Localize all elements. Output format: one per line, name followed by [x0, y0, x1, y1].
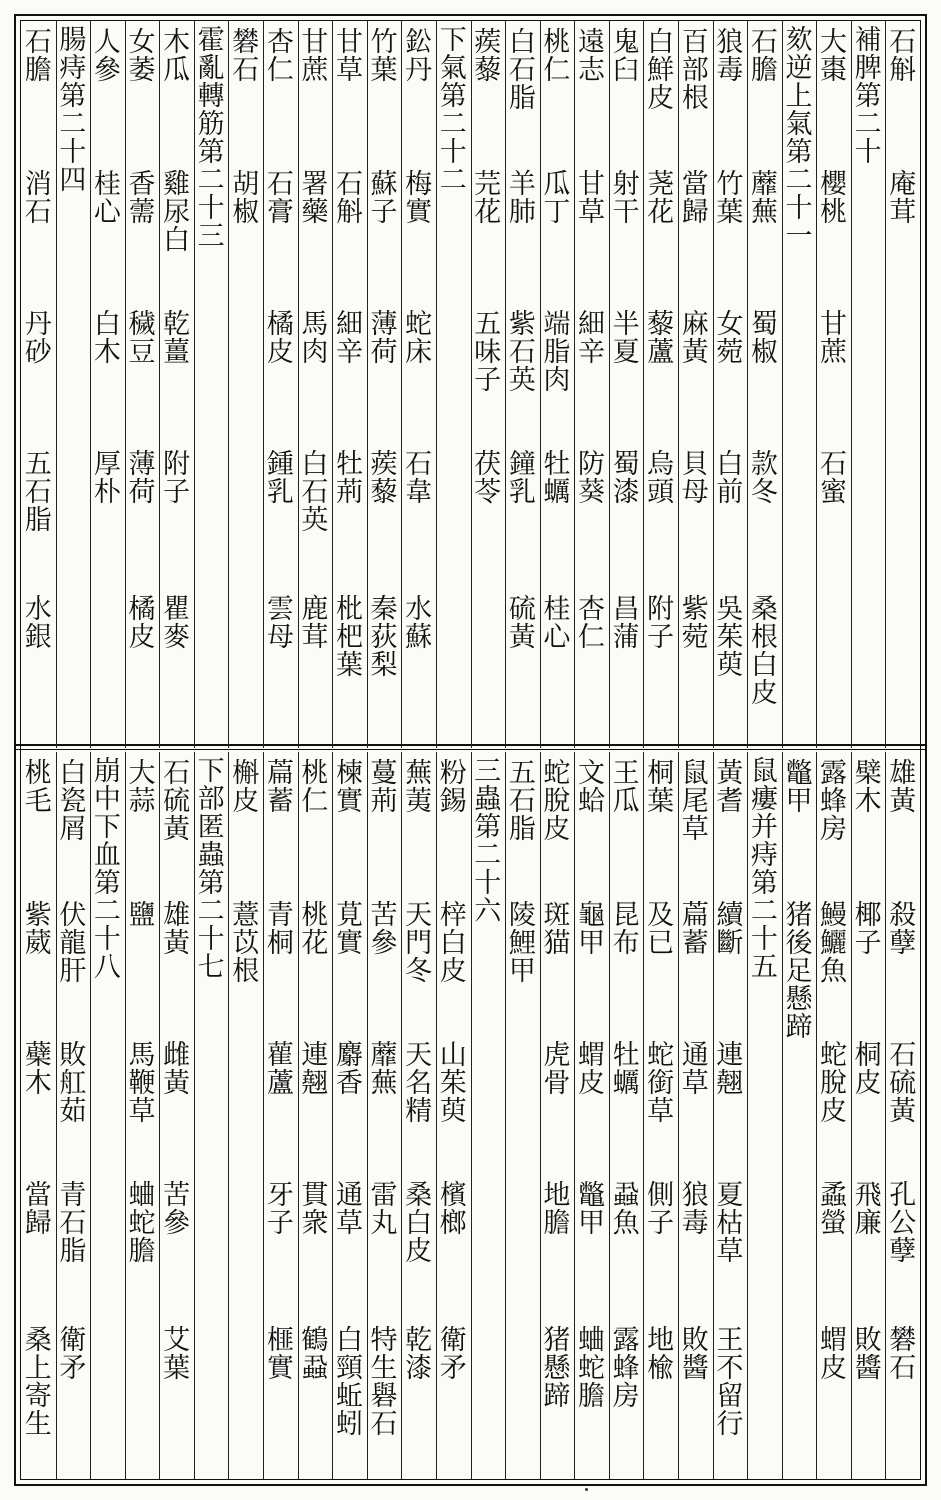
drug-entry: 射 干 [612, 169, 640, 228]
bottom-column [298, 752, 333, 1479]
drug-entry: 紫 葳 [24, 900, 52, 959]
drug-entry: 櫻 桃 [820, 169, 848, 228]
drug-entry: 遠 志 [578, 27, 605, 86]
drug-entry: 夏 枯 草 [716, 1180, 744, 1267]
drug-entry: 水 蘇 [405, 594, 433, 653]
drug-entry: 虎 骨 [543, 1040, 571, 1099]
drug-entry: 山 茱 萸 [439, 1040, 467, 1127]
drug-entry: 荛 花 [647, 169, 675, 228]
drug-entry: 木 瓜 [163, 27, 191, 86]
drug-entry: 石 硫 黃 [889, 1040, 917, 1127]
bottom-column [816, 752, 851, 1479]
drug-entry: 桑 根 白 皮 [750, 594, 778, 709]
drug-entry: 鈆 丹 [405, 27, 433, 86]
drug-entry: 薏 苡 根 [232, 900, 260, 987]
drug-entry: 附 子 [647, 594, 675, 653]
drug-entry: 鰻 鱺 魚 [820, 900, 848, 987]
section-heading: 鼠 瘻 并 痔 第 二 十 五 [750, 756, 778, 983]
top-column [436, 21, 471, 748]
drug-entry: 狼 毒 [716, 27, 744, 86]
drug-entry: 青 石 脂 [59, 1180, 87, 1267]
bottom-column [471, 752, 506, 1479]
drug-entry: 桑 白 皮 [405, 1180, 433, 1267]
drug-entry: 女 菀 [716, 309, 744, 368]
bottom-column [747, 752, 782, 1479]
section-heading: 腸 痔 第 二 十 四 [59, 25, 87, 196]
top-column [471, 21, 506, 748]
drug-entry: 雚 蘆 [266, 1040, 294, 1099]
drug-entry: 麻 黃 [681, 309, 709, 368]
drug-entry: 桐 葉 [647, 758, 675, 817]
drug-entry: 橘 皮 [128, 594, 156, 653]
drug-entry: 大 蒜 [128, 758, 156, 817]
drug-entry: 瞿 麥 [163, 594, 191, 653]
column-rule [228, 21, 229, 748]
top-column [505, 21, 540, 748]
drug-entry: 竹 葉 [716, 169, 744, 228]
drug-entry: 特 生 礜 石 [370, 1325, 398, 1440]
top-column [159, 21, 194, 748]
drug-entry: 蒺 藜 [370, 449, 398, 508]
drug-entry: 蛐 蛇 膽 [578, 1325, 605, 1412]
drug-entry: 牙 子 [266, 1180, 294, 1239]
drug-entry: 梓 白 皮 [439, 900, 467, 987]
drug-entry: 蝟 皮 [578, 1040, 605, 1099]
top-column [367, 21, 402, 748]
drug-entry: 女 萎 [128, 27, 156, 86]
drug-entry: 端 脂 肉 [543, 309, 571, 396]
drug-entry: 文 蛤 [578, 758, 605, 817]
bottom-column [401, 752, 436, 1479]
drug-entry: 萹 蓄 [681, 900, 709, 959]
column-rule [505, 752, 506, 1479]
drug-entry: 石 韋 [405, 449, 433, 508]
top-column [298, 21, 333, 748]
top-column [782, 21, 817, 748]
drug-entry: 鹿 茸 [301, 594, 329, 653]
drug-entry: 當 歸 [24, 1180, 52, 1239]
drug-entry: 牡 蠣 [543, 449, 571, 508]
bottom-column [332, 752, 367, 1479]
column-rule [228, 752, 229, 1479]
page-mark [585, 1488, 588, 1491]
bottom-column [643, 752, 678, 1479]
drug-entry: 桐 皮 [854, 1040, 882, 1099]
drug-entry: 百 部 根 [681, 27, 709, 114]
drug-entry: 地 膽 [543, 1180, 571, 1239]
drug-entry: 猪 後 足 懸 蹄 [785, 900, 813, 1043]
column-rule [782, 752, 783, 1479]
drug-entry: 桂 心 [93, 169, 121, 228]
drug-entry: 桃 毛 [24, 758, 52, 817]
drug-entry: 露 蜂 房 [820, 758, 848, 845]
drug-entry: 杏 仁 [578, 594, 605, 653]
drug-entry: 羊 肺 [508, 169, 536, 228]
section-heading: 欬 逆 上 氣 第 二 十 一 [785, 25, 813, 252]
drug-entry: 蜀 椒 [750, 309, 778, 368]
top-column [574, 21, 609, 748]
drug-entry: 白 瓷 屑 [59, 758, 87, 845]
top-column [678, 21, 713, 748]
drug-entry: 礬 石 [232, 27, 260, 86]
drug-entry: 胡 椒 [232, 169, 260, 228]
drug-entry: 細 辛 [578, 309, 605, 368]
drug-entry: 及 已 [647, 900, 675, 959]
drug-entry: 雲 母 [266, 594, 294, 653]
drug-entry: 紫 石 英 [508, 309, 536, 396]
drug-entry: 狼 毒 [681, 1180, 709, 1239]
bottom-column [678, 752, 713, 1479]
bottom-column [159, 752, 194, 1479]
drug-entry: 苦 參 [163, 1180, 191, 1239]
drug-entry: 礬 石 [889, 1325, 917, 1384]
drug-entry: 防 葵 [578, 449, 605, 508]
drug-entry: 蜀 漆 [612, 449, 640, 508]
drug-entry: 蝟 皮 [820, 1325, 848, 1384]
bottom-column [436, 752, 471, 1479]
bottom-column [540, 752, 575, 1479]
section-heading: 崩 中 下 血 第 二 十 八 [93, 756, 121, 983]
drug-entry: 敗 舡 茹 [59, 1040, 87, 1127]
drug-entry: 蛇 床 [405, 309, 433, 368]
bottom-column [885, 752, 920, 1479]
drug-entry: 白 木 [93, 309, 121, 368]
drug-entry: 甘 草 [335, 27, 363, 86]
drug-entry: 鬼 臼 [612, 27, 640, 86]
drug-entry: 馬 鞭 草 [128, 1040, 156, 1127]
drug-entry: 艾 葉 [163, 1325, 191, 1384]
drug-entry: 昌 蒲 [612, 594, 640, 653]
drug-entry: 石 膽 [750, 27, 778, 86]
drug-entry: 烏 頭 [647, 449, 675, 508]
section-heading: 下 部 匿 蟲 第 二 十 七 [197, 756, 225, 983]
drug-entry: 五 石 脂 [24, 449, 52, 536]
drug-entry: 鹽 [128, 900, 156, 931]
drug-entry: 陵 鯉 甲 [508, 900, 536, 987]
drug-entry: 萹 蓄 [266, 758, 294, 817]
drug-entry: 蕪 荑 [405, 758, 433, 817]
drug-entry: 露 蜂 房 [612, 1325, 640, 1412]
drug-entry: 雞 尿 白 [163, 169, 191, 256]
drug-entry: 厚 朴 [93, 449, 121, 508]
drug-entry: 白 前 [716, 449, 744, 508]
drug-entry: 薄 荷 [370, 309, 398, 368]
drug-entry: 地 楡 [647, 1325, 675, 1384]
top-column [643, 21, 678, 748]
drug-entry: 蝨 魚 [612, 1180, 640, 1239]
top-column [851, 21, 886, 748]
drug-entry: 水 銀 [24, 594, 52, 653]
drug-entry: 貝 母 [681, 449, 709, 508]
drug-entry: 五 味 子 [474, 309, 502, 396]
drug-entry: 茯 苓 [474, 449, 502, 508]
drug-entry: 蔓 荊 [370, 758, 398, 817]
drug-entry: 飛 廉 [854, 1180, 882, 1239]
drug-entry: 衛 矛 [59, 1325, 87, 1384]
drug-entry: 石 斛 [889, 27, 917, 86]
bottom-column [574, 752, 609, 1479]
top-column [56, 21, 91, 748]
top-column [816, 21, 851, 748]
bottom-column [851, 752, 886, 1479]
drug-entry: 雌 黃 [163, 1040, 191, 1099]
drug-entry: 蘇 子 [370, 169, 398, 228]
drug-entry: 衛 矛 [439, 1325, 467, 1384]
column-rule [816, 21, 817, 748]
drug-entry: 粉 錫 [439, 758, 467, 817]
drug-entry: 蛇 脫 皮 [543, 758, 571, 845]
column-rule [90, 21, 91, 748]
drug-entry: 紫 菀 [681, 594, 709, 653]
drug-entry: 檗 木 [854, 758, 882, 817]
drug-entry: 雄 黃 [889, 758, 917, 817]
section-heading: 下 氣 第 二 十 二 [439, 25, 467, 196]
bottom-column [125, 752, 160, 1479]
section-heading: 霍 亂 轉 筋 第 二 十 三 [197, 25, 225, 252]
drug-entry: 大 棗 [820, 27, 848, 86]
drug-entry: 桃 仁 [543, 27, 571, 86]
top-column [713, 21, 748, 748]
top-column [401, 21, 436, 748]
drug-entry: 側 子 [647, 1180, 675, 1239]
drug-entry: 白 鮮 皮 [647, 27, 675, 114]
top-column [228, 21, 263, 748]
drug-entry: 半 夏 [612, 309, 640, 368]
center-divider-thin [14, 749, 927, 750]
drug-entry: 桃 仁 [301, 758, 329, 817]
drug-entry: 殺 孽 [889, 900, 917, 959]
drug-entry: 麝 香 [335, 1040, 363, 1099]
drug-entry: 當 歸 [681, 169, 709, 228]
drug-entry: 檳 榔 [439, 1180, 467, 1239]
drug-entry: 伏 龍 肝 [59, 900, 87, 987]
drug-entry: 白 石 脂 [508, 27, 536, 114]
drug-entry: 芫 花 [474, 169, 502, 228]
drug-entry: 吳 茱 萸 [716, 594, 744, 681]
drug-entry: 通 草 [681, 1040, 709, 1099]
drug-entry: 桂 心 [543, 594, 571, 653]
drug-entry: 款 冬 [750, 449, 778, 508]
drug-entry: 桑 上 寄 生 [24, 1325, 52, 1440]
drug-entry: 牡 荊 [335, 449, 363, 508]
drug-entry: 署 藥 [301, 169, 329, 228]
drug-entry: 穢 豆 [128, 309, 156, 368]
top-column [540, 21, 575, 748]
section-heading: 補 脾 第 二 十 [854, 25, 882, 168]
top-column [21, 21, 56, 748]
drug-entry: 天 門 冬 [405, 900, 433, 987]
drug-entry: 白 石 英 [301, 449, 329, 536]
drug-entry: 連 翹 [301, 1040, 329, 1099]
drug-entry: 椰 子 [854, 900, 882, 959]
drug-entry: 石 硫 黃 [163, 758, 191, 845]
top-column [885, 21, 920, 748]
drug-entry: 香 薷 [128, 169, 156, 228]
drug-entry: 敗 醬 [854, 1325, 882, 1384]
drug-entry: 敗 醬 [681, 1325, 709, 1384]
drug-entry: 蘼 蕪 [750, 169, 778, 228]
drug-entry: 竹 葉 [370, 27, 398, 86]
bottom-column [609, 752, 644, 1479]
drug-entry: 雄 黃 [163, 900, 191, 959]
drug-entry: 石 蜜 [820, 449, 848, 508]
drug-entry: 苦 參 [370, 900, 398, 959]
drug-entry: 薄 荷 [128, 449, 156, 508]
drug-entry: 天 名 精 [405, 1040, 433, 1127]
drug-entry: 蟊 螢 [820, 1180, 848, 1239]
drug-entry: 石 膏 [266, 169, 294, 228]
drug-entry: 甘 蔗 [301, 27, 329, 86]
drug-entry: 猪 懸 蹄 [543, 1325, 571, 1412]
drug-entry: 鐘 乳 [508, 449, 536, 508]
bottom-column [194, 752, 229, 1479]
drug-entry: 昆 布 [612, 900, 640, 959]
bottom-column [263, 752, 298, 1479]
drug-entry: 細 辛 [335, 309, 363, 368]
drug-entry: 甘 草 [578, 169, 605, 228]
top-column [609, 21, 644, 748]
drug-entry: 孔 公 孽 [889, 1180, 917, 1267]
drug-entry: 甘 蔗 [820, 309, 848, 368]
bottom-column [782, 752, 817, 1479]
drug-entry: 貫 衆 [301, 1180, 329, 1239]
bottom-column [56, 752, 91, 1479]
drug-entry: 鼈 甲 [785, 758, 813, 817]
drug-entry: 雷 丸 [370, 1180, 398, 1239]
drug-entry: 石 斛 [335, 169, 363, 228]
drug-entry: 石 膽 [24, 27, 52, 86]
drug-entry: 通 草 [335, 1180, 363, 1239]
bottom-column [367, 752, 402, 1479]
drug-entry: 蛇 銜 草 [647, 1040, 675, 1127]
drug-entry: 王 瓜 [612, 758, 640, 817]
drug-entry: 附 子 [163, 449, 191, 508]
top-column [125, 21, 160, 748]
drug-entry: 續 斷 [716, 900, 744, 959]
drug-entry: 鍾 乳 [266, 449, 294, 508]
drug-entry: 榧 實 [266, 1325, 294, 1384]
drug-entry: 桃 花 [301, 900, 329, 959]
drug-entry: 黃 耆 [716, 758, 744, 817]
bottom-column [90, 752, 125, 1479]
drug-entry: 乾 漆 [405, 1325, 433, 1384]
section-heading: 三 蟲 第 二 十 六 [474, 756, 502, 927]
drug-entry: 五 石 脂 [508, 758, 536, 845]
drug-entry: 瓜 丁 [543, 169, 571, 228]
drug-entry: 連 翹 [716, 1040, 744, 1099]
drug-entry: 斑 猫 [543, 900, 571, 959]
drug-entry: 藜 蘆 [647, 309, 675, 368]
drug-entry: 鼈 甲 [578, 1180, 605, 1239]
drug-entry: 橘 皮 [266, 309, 294, 368]
drug-entry: 王 不 留 行 [716, 1325, 744, 1440]
bottom-column [505, 752, 540, 1479]
bottom-column [228, 752, 263, 1479]
drug-entry: 枇 杷 葉 [335, 594, 363, 681]
bottom-column [713, 752, 748, 1479]
drug-entry: 馬 肉 [301, 309, 329, 368]
drug-entry: 蛐 蛇 膽 [128, 1180, 156, 1267]
top-column [747, 21, 782, 748]
drug-entry: 蛇 脫 皮 [820, 1040, 848, 1127]
drug-entry: 蘼 蕪 [370, 1040, 398, 1099]
drug-entry: 鶴 蝨 [301, 1325, 329, 1384]
top-register [21, 21, 920, 748]
drug-entry: 人 參 [93, 27, 121, 86]
top-column [90, 21, 125, 748]
drug-entry: 槲 皮 [232, 758, 260, 817]
bottom-column [21, 752, 56, 1479]
drug-entry: 消 石 [24, 169, 52, 228]
column-rule [885, 21, 886, 748]
drug-entry: 楝 實 [335, 758, 363, 817]
bottom-register [21, 752, 920, 1479]
drug-entry: 青 桐 [266, 900, 294, 959]
drug-entry: 硫 黃 [508, 594, 536, 653]
top-column [263, 21, 298, 748]
drug-entry: 乾 薑 [163, 309, 191, 368]
drug-entry: 杏 仁 [266, 27, 294, 86]
drug-entry: 丹 砂 [24, 309, 52, 368]
drug-entry: 秦 荻 梨 [370, 594, 398, 681]
drug-entry: 白 頸 蚯 蚓 [335, 1325, 363, 1440]
drug-entry: 鼠 尾 草 [681, 758, 709, 845]
top-column [194, 21, 229, 748]
drug-entry: 牡 蠣 [612, 1040, 640, 1099]
drug-entry: 蘗 木 [24, 1040, 52, 1099]
drug-entry: 龜 甲 [578, 900, 605, 959]
drug-entry: 蒺 藜 [474, 27, 502, 86]
top-column [332, 21, 367, 748]
drug-entry: 莧 實 [335, 900, 363, 959]
drug-entry: 梅 實 [405, 169, 433, 228]
drug-entry: 庵 茸 [889, 169, 917, 228]
